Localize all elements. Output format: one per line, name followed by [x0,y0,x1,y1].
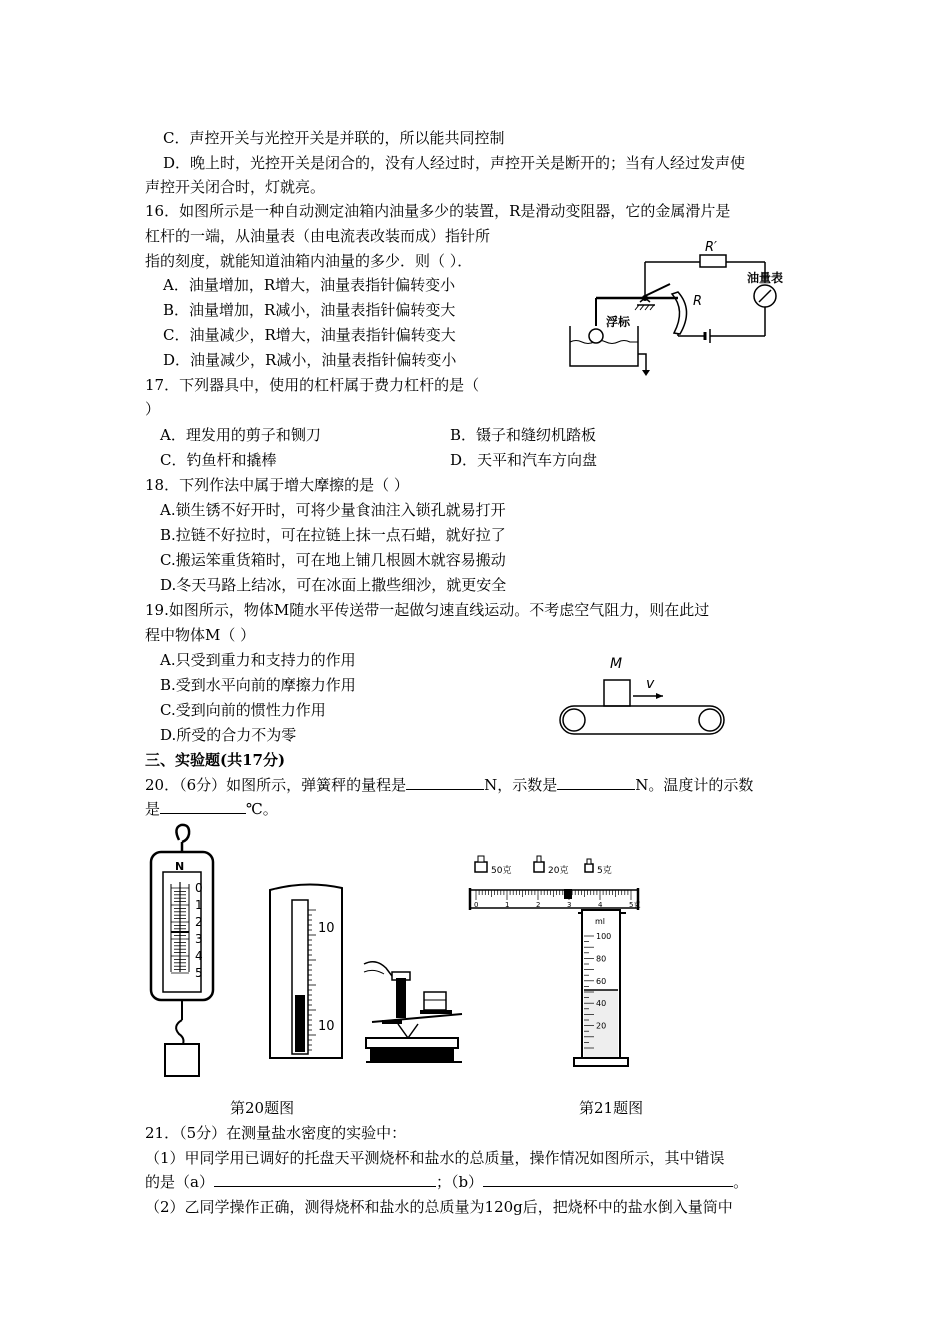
q21-part1-line1: （1）甲同学用已调好的托盘天平测烧杯和盐水的总质量，操作情况如图所示，其中错误 [145,1149,725,1167]
label-r-prime: R′ [705,240,717,255]
q15-option-d-line2: 声控开关闭合时，灯就亮。 [145,178,326,196]
q21-stem: 21．（5分）在测量盐水密度的实验中： [145,1124,407,1142]
q19-stem-line1: 19.如图所示，物体M随水平传送带一起做匀速直线运动。不考虑空气阻力，则在此过 [145,601,710,619]
q21-error-a-blank[interactable] [214,1171,436,1187]
label-r: R [693,294,703,309]
ruler-tick-label: 3 [567,901,572,909]
ruler-tick-label: 0 [474,901,479,909]
q17-option-c: C．钓鱼杆和撬棒 [160,451,277,469]
weight-50g-icon [475,862,487,872]
q19-option-c: C.受到向前的惯性力作用 [160,701,326,719]
q21-part2-line1: （2）乙同学操作正确，测得烧杯和盐水的总质量为120g后，把烧杯中的盐水倒入量筒中 [145,1198,733,1216]
q17-stem-line2: ） [145,400,161,418]
cylinder-tick-label: 60 [596,976,607,986]
q15-option-c: C．声控开关与光控开关是并联的，所以能共同控制 [163,129,505,147]
label-float: 浮标 [606,315,631,329]
q16-option-d: D．油量减少，R减小，油量表指针偏转变小 [163,351,457,369]
q16-option-c: C．油量减少，R增大，油量表指针偏转变大 [163,326,456,344]
float-icon [589,329,603,343]
q20-temperature-blank[interactable] [160,798,246,814]
fig21-caption: 第21题图 [579,1099,644,1117]
q20-text-c: N。温度计的示数 [635,776,754,794]
scale-tick-label: 3 [195,932,203,946]
weight-20g-icon [534,862,544,872]
q21-error-b-blank[interactable] [483,1171,733,1187]
ruler-tick-label: 2 [536,901,541,909]
q17-option-d: D．天平和汽车方向盘 [450,451,598,469]
thermometer-diagram [266,880,346,1060]
hook-bottom-icon [176,1020,183,1044]
balance-operation-diagram [362,958,474,1068]
hand-icon [364,962,392,976]
oil-gauge-diagram [560,238,800,378]
ruler-tick-label: 5克 [629,901,641,909]
q15-option-d-line1: D．晚上时，光控开关是闭合的，没有人经过时，声控开关是断开的；当有人经过发声使 [163,154,746,172]
roller-right-icon [699,709,721,731]
q17-option-b: B．镊子和缝纫机踏板 [450,426,597,444]
q16-stem-line3: 指的刻度，就能知道油箱内油量的多少．则（ ）． [145,252,473,270]
q16-stem-line2: 杠杆的一端，从油量表（由电流表改装而成）指针所 [145,227,491,245]
cylinder-tick-label: 80 [596,954,607,964]
weights-and-cylinder-diagram [466,852,646,1074]
conveyor-belt-diagram [558,650,728,740]
beaker-icon [424,992,446,1010]
label-v: v [646,676,655,692]
resistor-r-prime-icon [700,255,726,267]
ruler-tick-label: 4 [598,901,603,909]
q20-range-blank[interactable] [406,774,484,790]
q19-stem-line2: 程中物体M（ ） [145,626,256,644]
q20-text-a: 20．（6分）如图所示，弹簧秤的量程是 [145,776,407,794]
q21-text-a: 的是（a） [145,1173,214,1191]
cylinder-tick-label: 40 [596,999,607,1009]
q20-text-e: ℃。 [246,800,278,818]
section-title: 三、实验题(共17分) [145,751,286,769]
oil-tank-icon [570,326,638,366]
q16-option-a: A．油量增加，R增大，油量表指针偏转变小 [163,276,456,294]
liquid-column-icon [295,995,305,1052]
q21-text-c: 。 [733,1173,749,1191]
q18-option-b: B.拉链不好拉时，可在拉链上抹一点石蜡，就好拉了 [160,526,506,544]
cylinder-tick-label: 20 [596,1021,607,1031]
q19-option-a: A.只受到重力和支持力的作用 [160,651,356,669]
scale-unit-label: N [175,860,185,873]
scale-tick-label: 0 [195,881,203,895]
label-m: M [610,656,623,672]
q17-option-a: A．理发用的剪子和铡刀 [160,426,321,444]
q20-text-b: N，示数是 [484,776,558,794]
weight-50g-label: 50克 [491,866,512,876]
q20-line2 [145,798,278,820]
weight-5g-label: 5克 [597,866,612,876]
thermo-top-label: 10 [318,921,335,936]
q18-option-c: C.搬运笨重货箱时，可在地上铺几根圆木就容易搬动 [160,551,506,569]
weight-5g-icon [585,864,593,872]
q18-option-a: A.锁生锈不好开时，可将少量食油注入锁孔就易打开 [160,501,506,519]
scale-tick-label: 5 [195,966,203,980]
cylinder-unit-label: ml [595,917,606,926]
q21-text-b: ；（b） [435,1173,484,1191]
q16-option-b: B．油量增加，R减小，油量表指针偏转变大 [163,301,456,319]
q18-stem: 18．下列作法中属于增大摩擦的是（ ） [145,476,409,494]
scale-tick-label: 4 [195,949,203,963]
scale-tick-label: 1 [195,898,203,912]
scale-tick-label: 2 [195,915,203,929]
q20-line1 [145,774,753,796]
hanging-weight-icon [165,1044,199,1076]
hook-top-icon [176,825,189,842]
q18-option-d: D.冬天马路上结冰，可在冰面上撒些细沙，就更安全 [160,576,507,594]
label-oil-meter: 油量表 [747,271,784,285]
q19-option-d: D.所受的合力不为零 [160,726,297,744]
weight-20g-label: 20克 [548,866,569,876]
roller-left-icon [563,709,585,731]
drain-valve-icon [638,354,646,370]
q20-reading-blank[interactable] [557,774,635,790]
cylinder-tick-label: 100 [596,932,612,941]
beam-ruler-icon [470,890,641,909]
ruler-tick-label: 1 [505,901,510,909]
q20-text-d: 是 [145,800,161,818]
thermo-bottom-label: 10 [318,1019,335,1034]
rider-icon [564,889,572,899]
q17-stem-line1: 17．下列器具中，使用的杠杆属于费力杠杆的是（ [145,376,480,394]
fig20-caption: 第20题图 [230,1099,295,1117]
spring-scale-diagram [145,822,220,1078]
q16-stem-line1: 16．如图所示是一种自动测定油箱内油量多少的装置，R是滑动变阻器，它的金属滑片是 [145,202,731,220]
q21-part1-line2 [145,1171,748,1193]
object-m-icon [604,680,630,706]
q19-option-b: B.受到水平向前的摩擦力作用 [160,676,356,694]
